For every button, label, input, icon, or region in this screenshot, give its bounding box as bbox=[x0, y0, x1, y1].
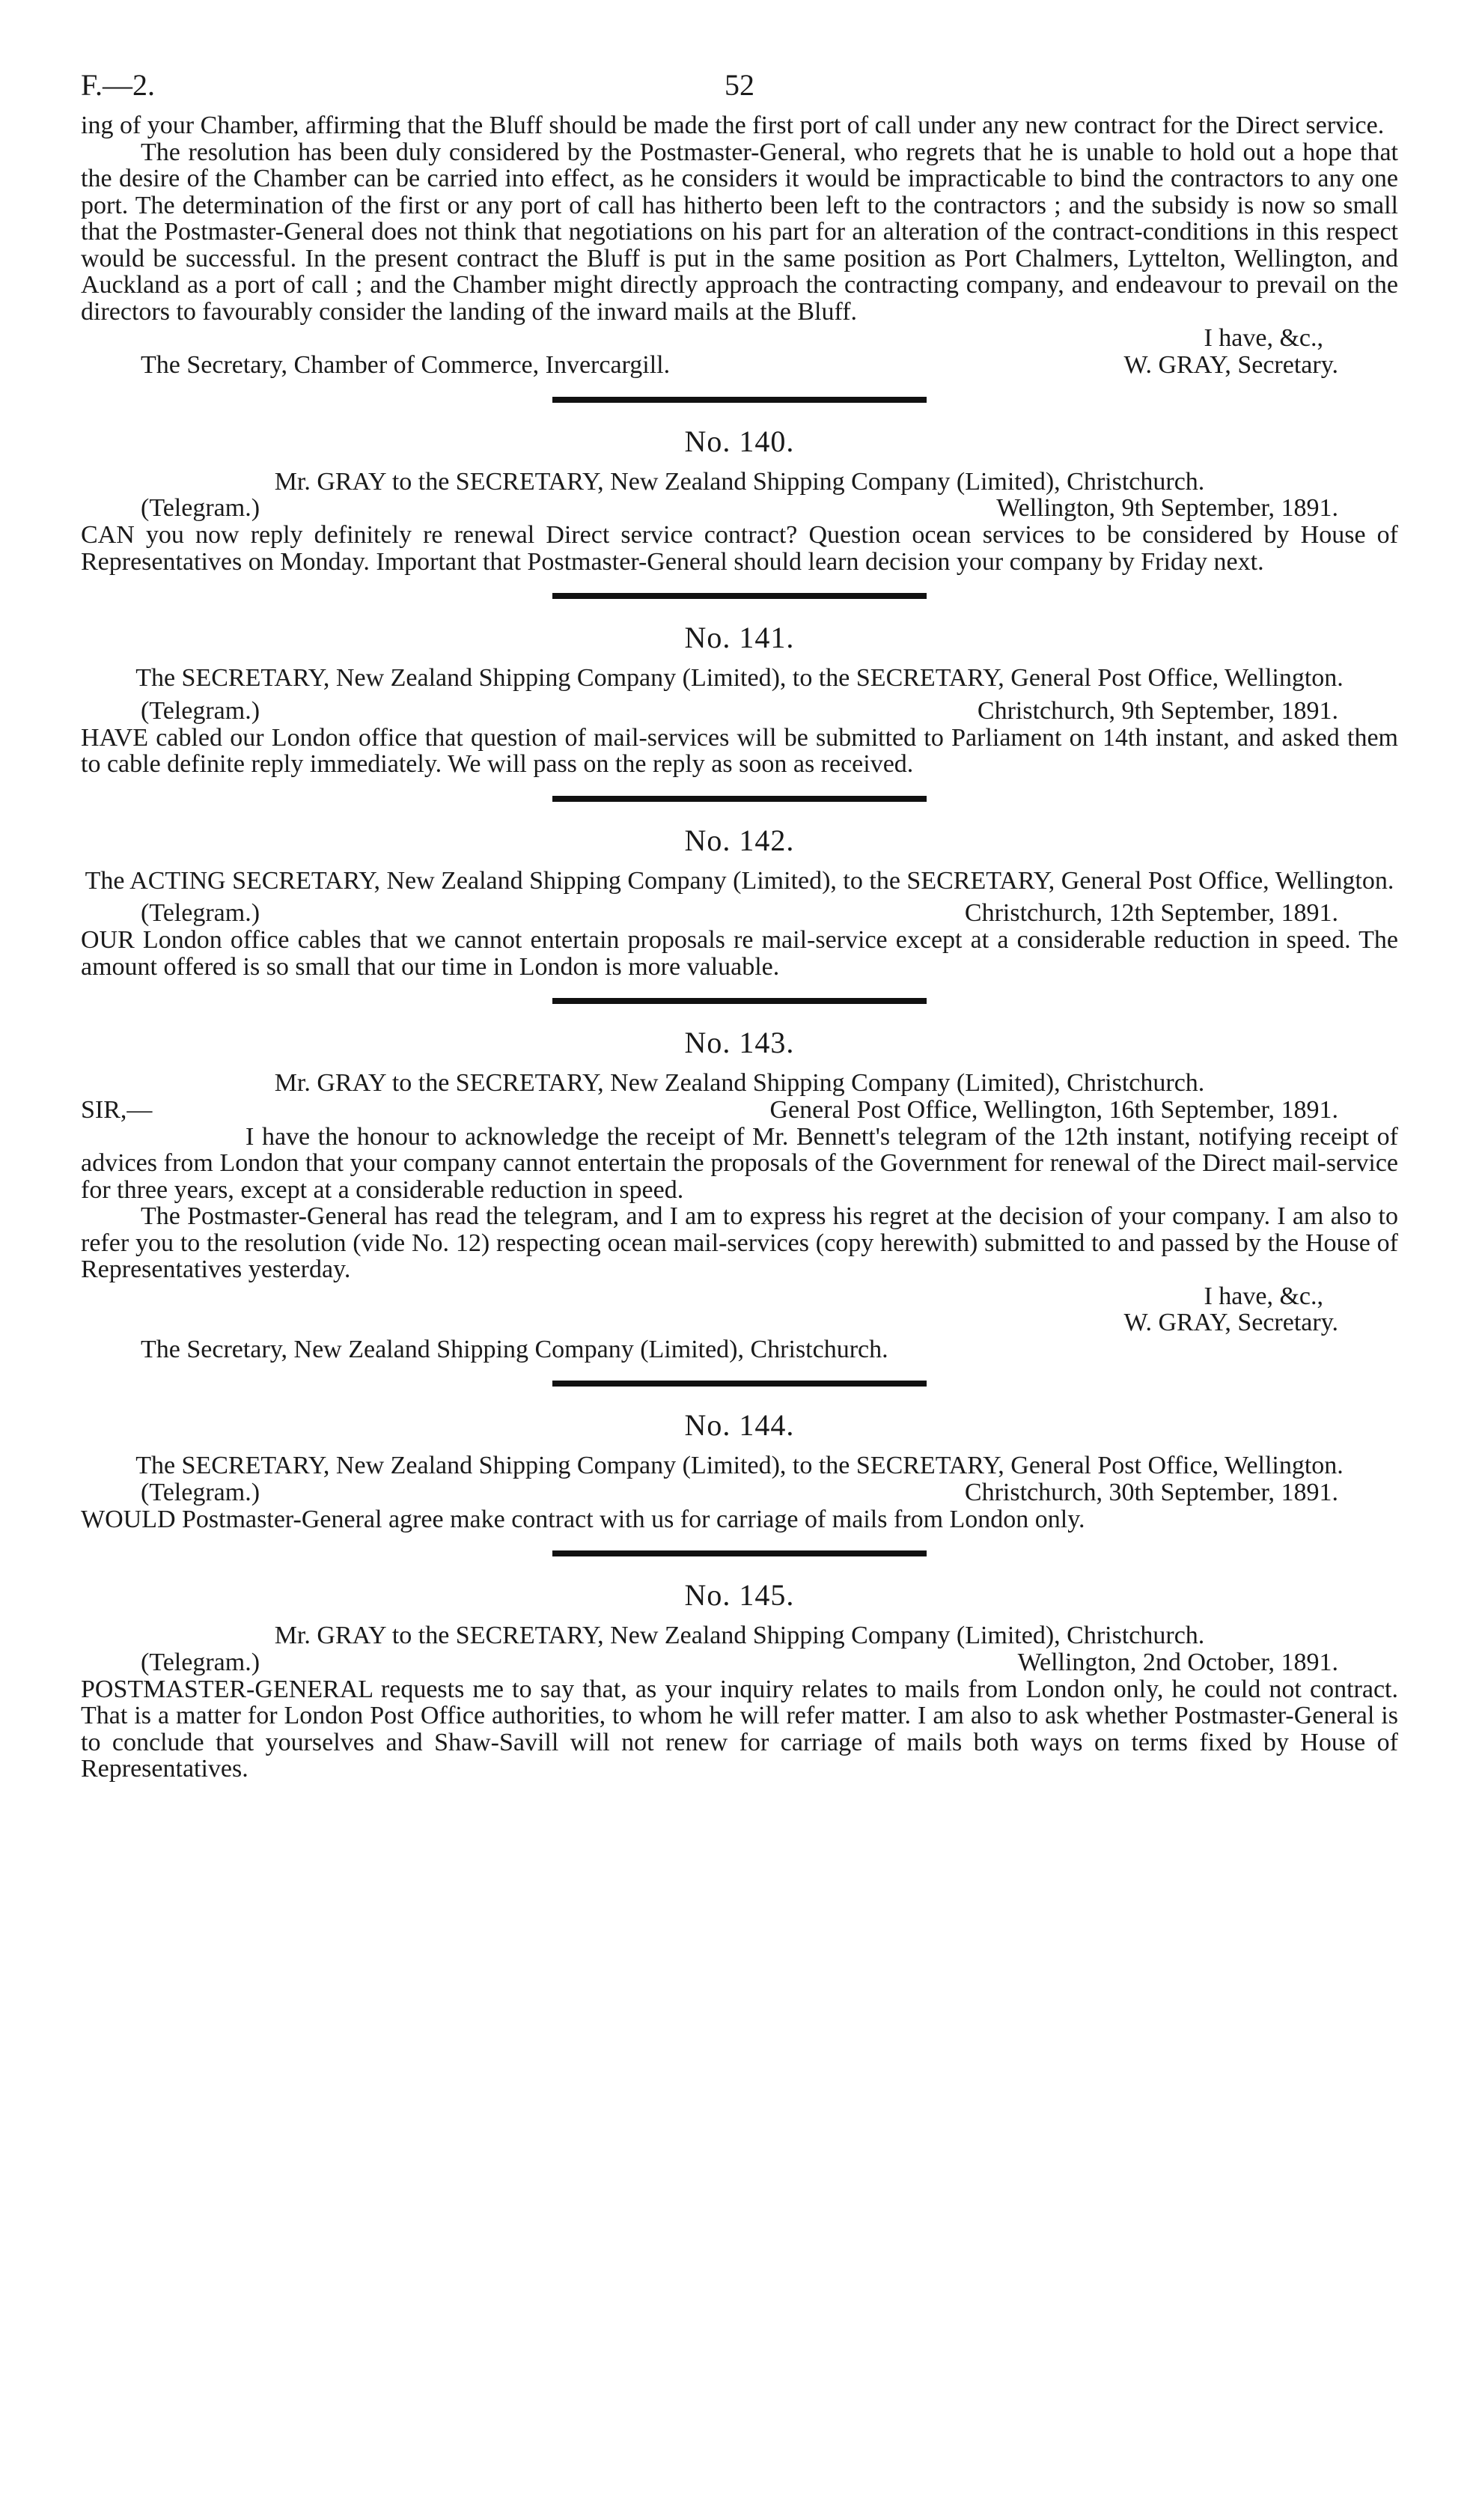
page-number: 52 bbox=[725, 68, 754, 102]
dateline-row bbox=[81, 1479, 1398, 1506]
dateline-row bbox=[81, 495, 1398, 522]
section-divider bbox=[552, 1381, 927, 1387]
dateline: Wellington, 9th September, 1891. bbox=[996, 494, 1338, 522]
telegram-label: (Telegram.) bbox=[141, 494, 260, 522]
letter-address: The ACTING SECRETARY, New Zealand Shipping Company (Limited), to the SECRETARY, General Post Office, Wellington. bbox=[85, 866, 1394, 895]
letter-address: The SECRETARY, New Zealand Shipping Company (Limited), to the SECRETARY, General Post Office, Wellington. bbox=[135, 664, 1344, 692]
closing: I have, &c., bbox=[1204, 1282, 1323, 1310]
paragraph: The Postmaster-General has read the telegram, and I am to express his regret at the decision of your company. I am also to refer you to the resolution (vide No. 12) respecting ocean mail-services (copy herewith) submitted to and passed by the House of Representatives yesterday. bbox=[81, 1202, 1398, 1283]
letter-body: POSTMASTER-GENERAL requests me to say that, as your inquiry relates to mails from London only, he could not contract. That is a matter for London Post Office authorities, to whom he will refer matter. I am also to ask whether Postmaster-General is to conclude that yourselves and Shaw-Savill will not renew for carriage of mails both ways on terms fixed by House of Representatives. bbox=[81, 1675, 1398, 1783]
letter-address: Mr. GRAY to the SECRETARY, New Zealand Shipping Company (Limited), Christchurch. bbox=[274, 467, 1205, 496]
letter-continuation bbox=[81, 112, 1398, 379]
letter-address: Mr. GRAY to the SECRETARY, New Zealand Shipping Company (Limited), Christchurch. bbox=[274, 1622, 1205, 1649]
dateline-row bbox=[81, 1649, 1398, 1676]
letter-body: CAN you now reply definitely re renewal Direct service contract? Question ocean services to be considered by House of Representatives on Monday. Important that Postmaster-General should learn decision your company by Friday next. bbox=[81, 521, 1398, 576]
dateline: General Post Office, Wellington, 16th September, 1891. bbox=[769, 1095, 1338, 1124]
parliamentary-paper-ref: F.—2. bbox=[81, 68, 156, 102]
section-divider bbox=[552, 1550, 927, 1556]
addressee: The Secretary, New Zealand Shipping Company (Limited), Christchurch. bbox=[141, 1335, 888, 1363]
letter-body: OUR London office cables that we cannot entertain proposals re mail-service except at a considerable reduction in speed. The amount offered is so small that our time in London is more valuable. bbox=[81, 926, 1398, 981]
letter-number: No. 143. bbox=[684, 1026, 795, 1059]
letter-body: WOULD Postmaster-General agree make contract with us for carriage of mails from London only. bbox=[81, 1505, 1085, 1533]
dateline: Wellington, 2nd October, 1891. bbox=[1017, 1648, 1338, 1676]
section-divider bbox=[552, 796, 927, 802]
section-divider bbox=[552, 998, 927, 1004]
salutation-dateline-row bbox=[81, 1097, 1398, 1124]
closing: I have, &c., bbox=[1204, 324, 1323, 352]
dateline-row bbox=[81, 698, 1398, 725]
document-page bbox=[81, 0, 1398, 1783]
signature: W. GRAY, Secretary. bbox=[1123, 1309, 1338, 1336]
paragraph: I have the honour to acknowledge the receipt of Mr. Bennett's telegram of the 12th instant, notifying receipt of advices from London that your company cannot entertain the proposals of the Government for renewal of the Direct mail-service for three years, except at a considerable reduction in speed. bbox=[81, 1122, 1398, 1204]
signature: W. GRAY, Secretary. bbox=[1123, 350, 1338, 379]
salutation: SIR,— bbox=[81, 1095, 153, 1124]
letter-142 bbox=[81, 824, 1398, 981]
addressee: The Secretary, Chamber of Commerce, Invercargill. bbox=[141, 350, 671, 379]
telegram-label: (Telegram.) bbox=[141, 1648, 260, 1676]
letter-number: No. 140. bbox=[684, 424, 795, 458]
letter-number: No. 141. bbox=[684, 621, 795, 654]
letter-144 bbox=[81, 1409, 1398, 1533]
paragraph: The resolution has been duly considered by the Postmaster-General, who regrets that he is unable to hold out a hope that the desire of the Chamber can be carried into effect, as he considers it would be impracticable to bind the contractors to any one port. The determination of the first or any port of call has hitherto been left to the contractors ; and the subsidy is now so small that the Postmaster-General does not think that negotiations on his part for an alteration of the contract-conditions in this respect would be successful. In the present contract the Bluff is put in the same position as Port Chalmers, Lyttelton, Wellington, and Auckland as a port of call ; and the Chamber might directly approach the contracting company, and endeavour to prevail on the directors to favourably consider the landing of the inward mails at the Bluff. bbox=[81, 138, 1398, 326]
letter-number: No. 142. bbox=[684, 823, 795, 857]
section-divider bbox=[552, 397, 927, 403]
telegram-label: (Telegram.) bbox=[141, 899, 260, 927]
letter-140 bbox=[81, 425, 1398, 576]
letter-number: No. 144. bbox=[684, 1408, 795, 1442]
letter-number: No. 145. bbox=[684, 1578, 795, 1612]
telegram-label: (Telegram.) bbox=[141, 696, 260, 725]
dateline: Christchurch, 12th September, 1891. bbox=[964, 899, 1338, 927]
page-header bbox=[81, 0, 1398, 112]
addressee-signature-row bbox=[81, 352, 1398, 379]
dateline: Christchurch, 9th September, 1891. bbox=[977, 696, 1338, 725]
dateline-row bbox=[81, 900, 1398, 927]
letter-143 bbox=[81, 1026, 1398, 1363]
paragraph: ing of your Chamber, affirming that the Bluff should be made the first port of call under any new contract for the Direct service. bbox=[81, 112, 1385, 139]
section-divider bbox=[552, 593, 927, 599]
letter-145 bbox=[81, 1579, 1398, 1783]
telegram-label: (Telegram.) bbox=[141, 1478, 260, 1506]
letter-address: The SECRETARY, New Zealand Shipping Company (Limited), to the SECRETARY, General Post Office, Wellington. bbox=[135, 1452, 1344, 1479]
letter-body: HAVE cabled our London office that question of mail-services will be submitted to Parliament on 14th instant, and asked them to cable definite reply immediately. We will pass on the reply as soon as received. bbox=[81, 723, 1398, 778]
letter-141 bbox=[81, 621, 1398, 778]
letter-address: Mr. GRAY to the SECRETARY, New Zealand Shipping Company (Limited), Christchurch. bbox=[274, 1069, 1205, 1097]
dateline: Christchurch, 30th September, 1891. bbox=[964, 1478, 1338, 1506]
